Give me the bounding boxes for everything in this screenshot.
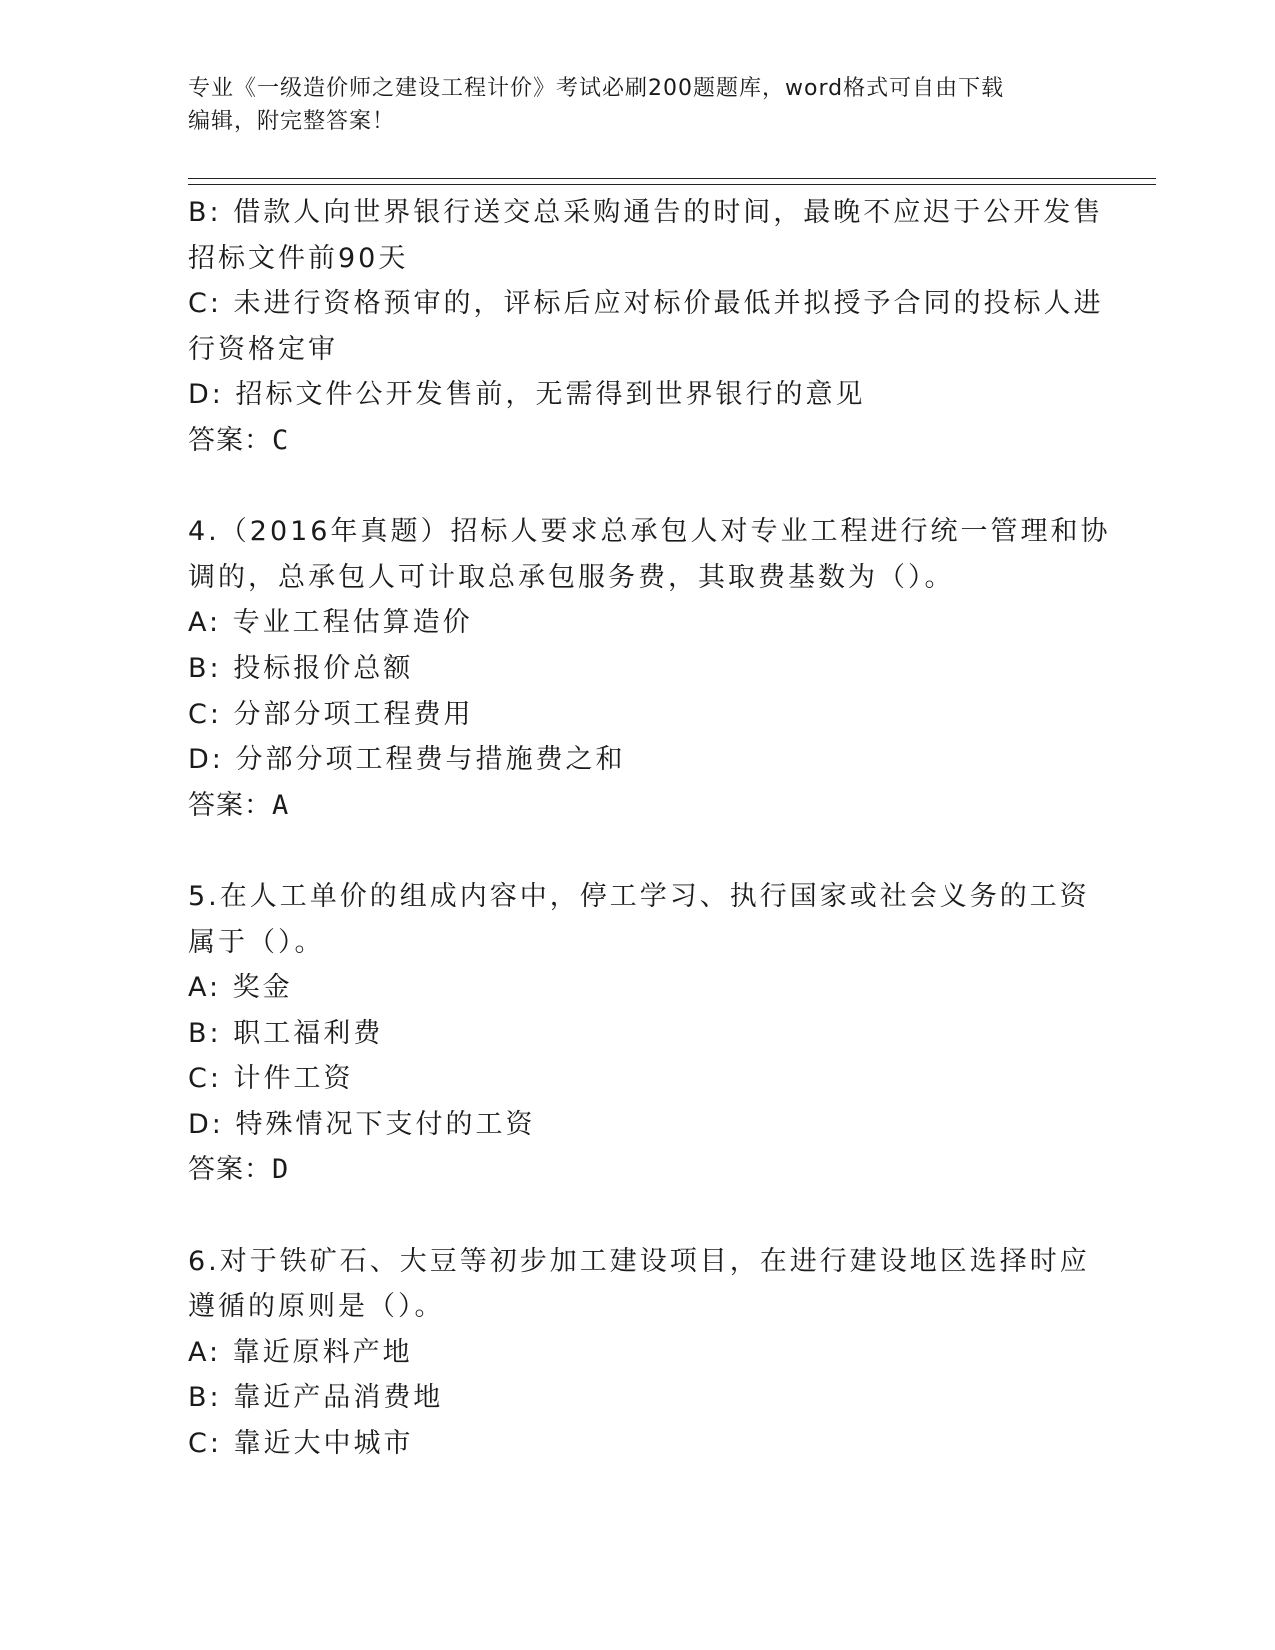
- text-line: 6.对于铁矿石、大豆等初步加工建设项目，在进行建设地区选择时应: [188, 1245, 1090, 1277]
- question-gap: [188, 1193, 1088, 1239]
- header-line-1: 专业《一级造价师之建设工程计价》考试必刷200题题库，word格式可自由下载: [188, 76, 1005, 101]
- text-line: A: 奖金: [188, 972, 293, 1004]
- header-rule-bottom: [188, 184, 1156, 185]
- text-line: 4.（2016年真题）招标人要求总承包人对专业工程进行统一管理和协: [188, 516, 1111, 548]
- question-gap: [188, 828, 1088, 874]
- question-gap: [188, 464, 1088, 510]
- header-line-2: 编辑，附完整答案！: [188, 109, 396, 134]
- text-line: A: 专业工程估算造价: [188, 607, 473, 639]
- document-body: [188, 190, 1111, 1467]
- text-line: C: 靠近大中城市: [188, 1428, 414, 1460]
- text-line: B: 靠近产品消费地: [188, 1382, 444, 1414]
- answer-line: 答案：C: [188, 424, 290, 456]
- text-line: C: 分部分项工程费用: [188, 698, 474, 730]
- text-line: D: 特殊情况下支付的工资: [188, 1108, 536, 1140]
- text-line: D: 分部分项工程费与措施费之和: [188, 744, 626, 776]
- text-line: A: 靠近原料产地: [188, 1336, 413, 1368]
- text-line: 属于（）。: [188, 926, 325, 958]
- header-rule-top: [188, 178, 1156, 179]
- text-line: 5.在人工单价的组成内容中，停工学习、执行国家或社会义务的工资: [188, 880, 1090, 912]
- text-line: D: 招标文件公开发售前，无需得到世界银行的意见: [188, 379, 866, 411]
- text-line: C: 计件工资: [188, 1063, 354, 1095]
- text-line: 遵循的原则是（）。: [188, 1291, 445, 1323]
- answer-line: 答案：A: [188, 789, 290, 821]
- document-header: [188, 72, 1068, 138]
- text-line: B: 投标报价总额: [188, 652, 414, 684]
- text-line: 行资格定审: [188, 333, 338, 365]
- text-line: C: 未进行资格预审的，评标后应对标价最低并拟授予合同的投标人进: [188, 288, 1104, 320]
- answer-line: 答案：D: [188, 1154, 290, 1186]
- text-line: B: 借款人向世界银行送交总采购通告的时间，最晚不应迟于公开发售: [188, 197, 1104, 228]
- text-line: B: 职工福利费: [188, 1017, 384, 1049]
- text-line: 招标文件前90天: [188, 242, 409, 274]
- text-line: 调的，总承包人可计取总承包服务费，其取费基数为（）。: [188, 561, 955, 593]
